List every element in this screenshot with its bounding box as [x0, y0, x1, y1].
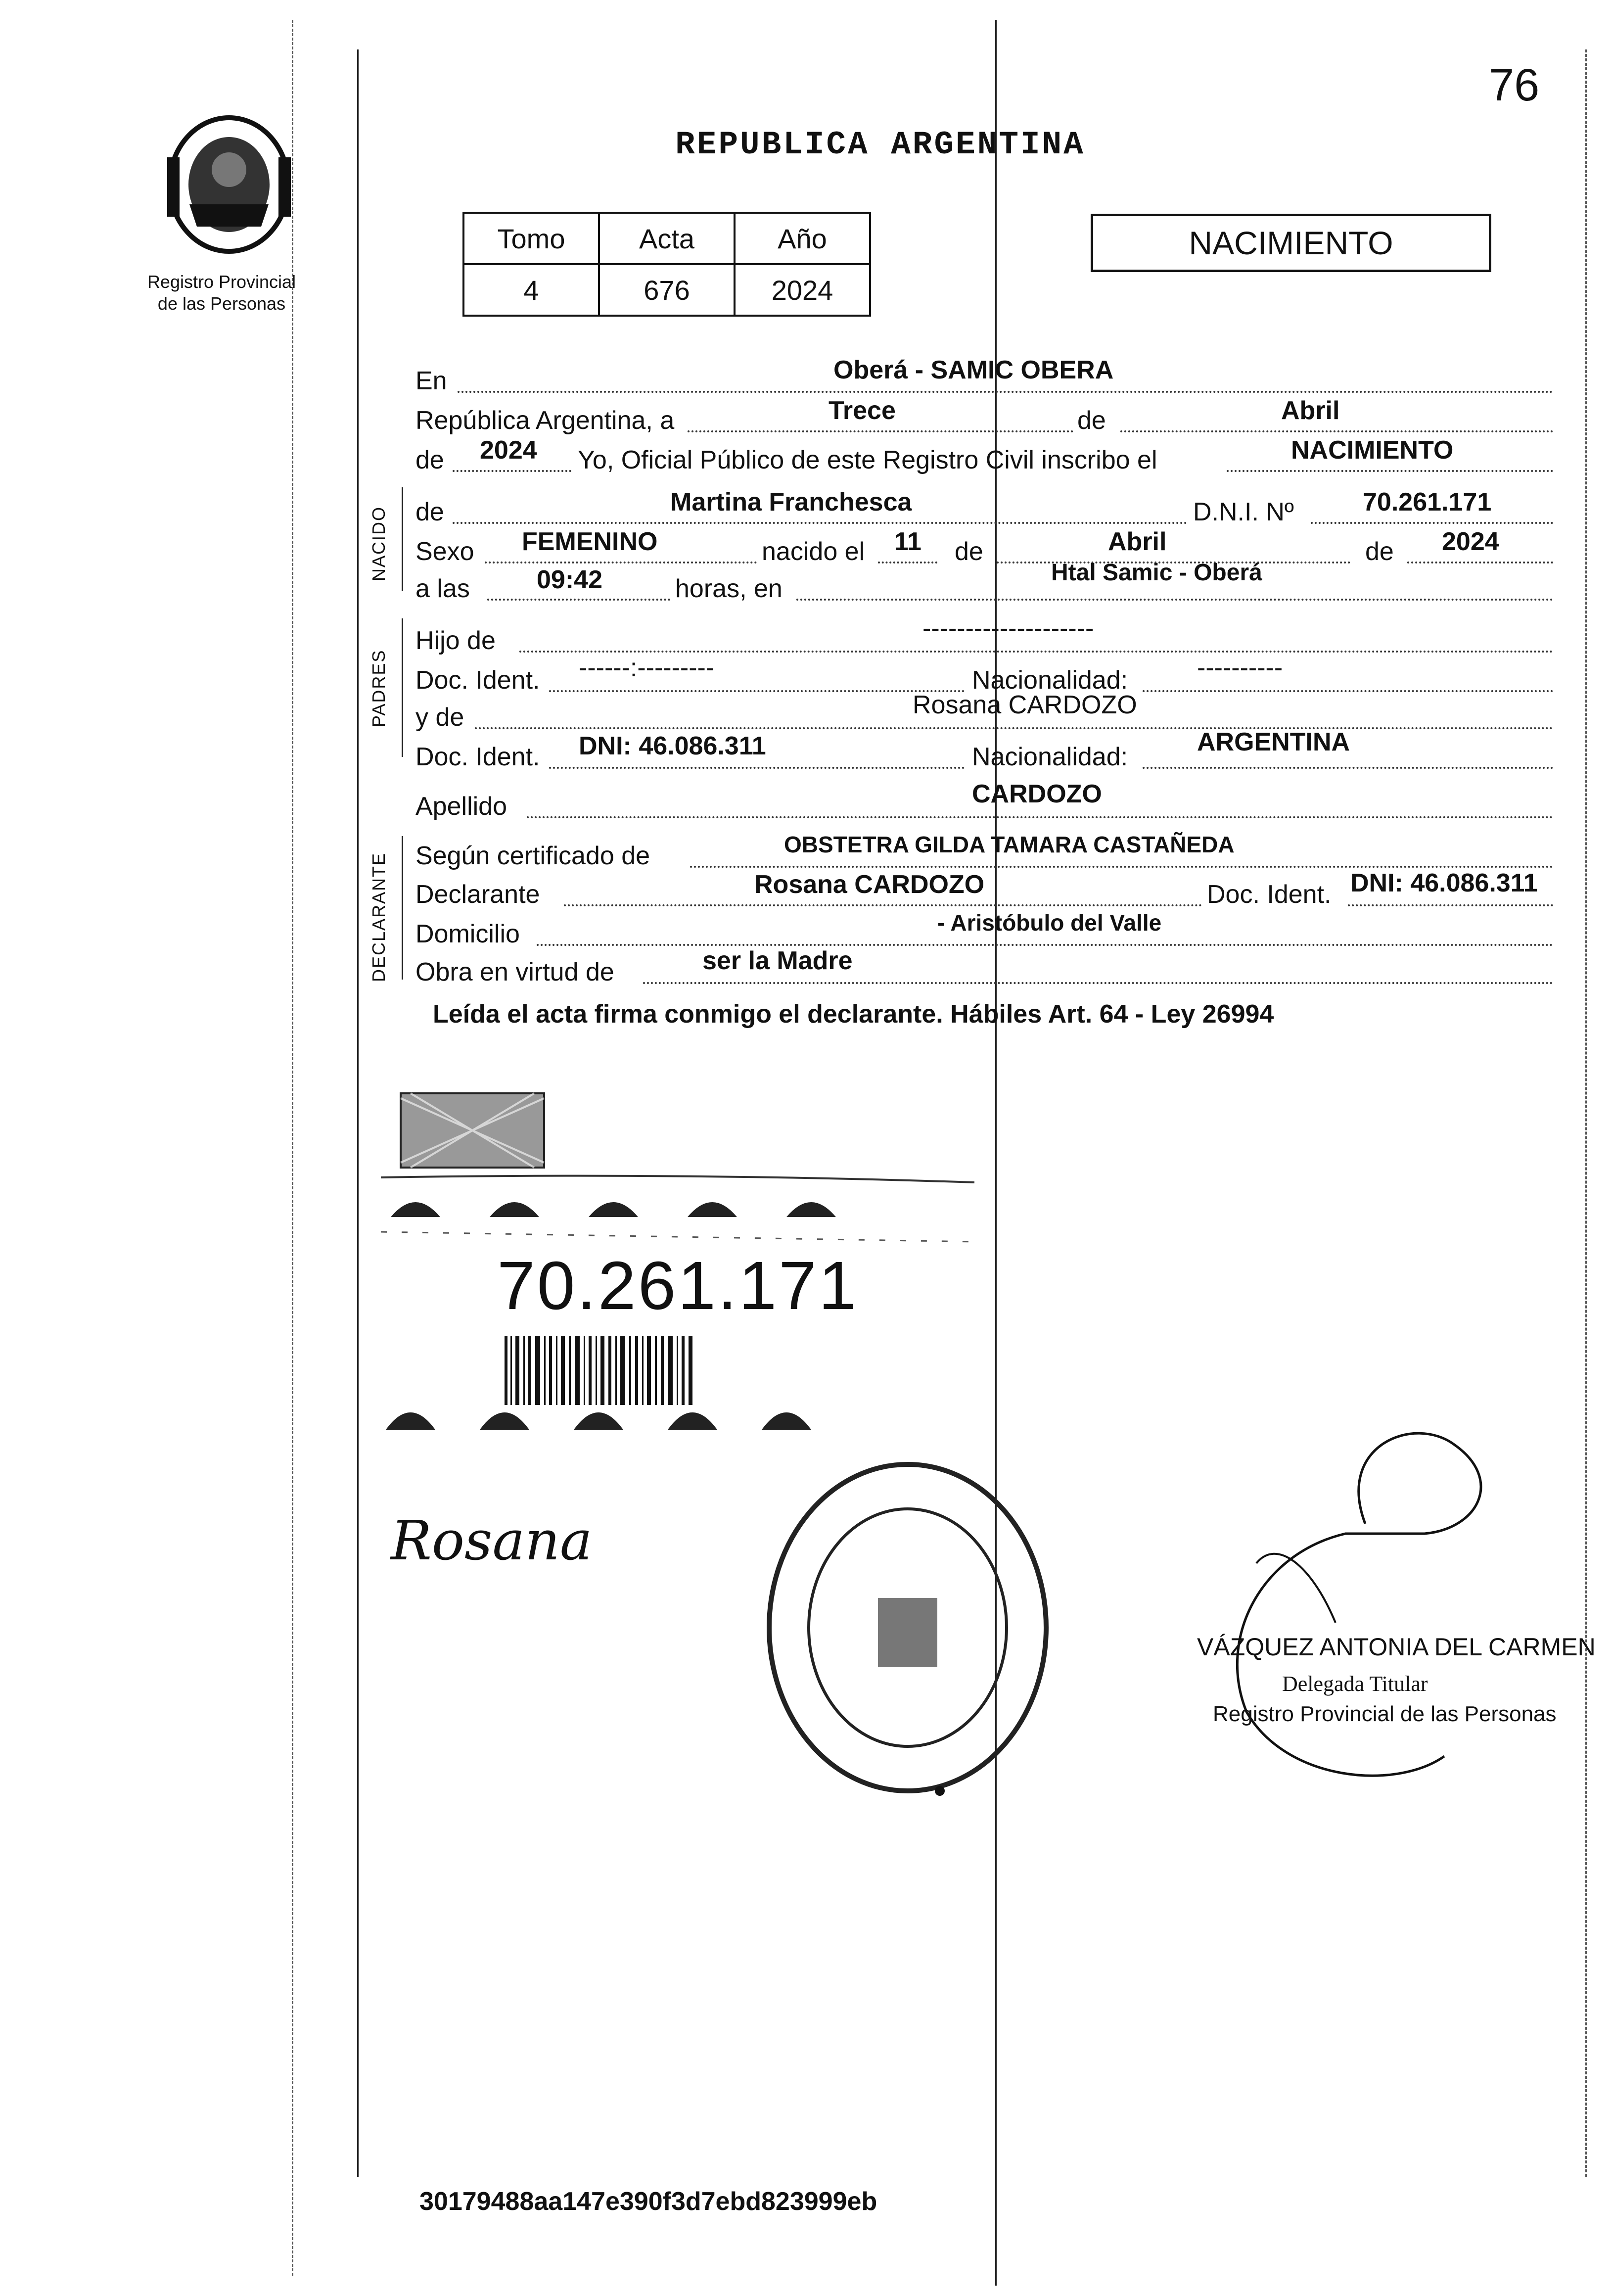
declarant-doc-value: DNI: 46.086.311 — [1350, 869, 1538, 897]
dotted-line — [1143, 767, 1553, 769]
bracket-padres — [402, 618, 403, 757]
year-value: 2024 — [480, 436, 537, 465]
label-y-de: y de — [415, 703, 464, 732]
label-republica: República Argentina, a — [415, 406, 675, 435]
place-value: Oberá - SAMIC OBERA — [833, 356, 1114, 384]
birth-place-value: Htal Samic - Oberá — [1051, 560, 1262, 586]
label-obra: Obra en virtud de — [415, 958, 614, 986]
label-apellido: Apellido — [415, 792, 507, 821]
label-de-name: de — [415, 498, 444, 526]
caption-line-2: de las Personas — [157, 293, 286, 314]
label-en: En — [415, 367, 447, 395]
value-anio: 2024 — [735, 264, 870, 316]
label-doc-ident: Doc. Ident. — [415, 666, 540, 695]
month-value: Abril — [1281, 396, 1340, 425]
birth-day-value: 11 — [894, 527, 921, 556]
header-tomo: Tomo — [463, 213, 599, 264]
label-declarante: Declarante — [415, 880, 540, 909]
label-de-mid: de — [955, 537, 983, 566]
caption-line-1: Registro Provincial — [147, 272, 296, 292]
official-registry: Registro Provincial de las Personas — [1213, 1702, 1557, 1726]
official-signature — [1187, 1415, 1533, 1811]
dotted-line — [453, 470, 571, 472]
header-anio: Año — [735, 213, 870, 264]
birth-year-value: 2024 — [1442, 527, 1499, 556]
sticker-dni-number: 70.261.171 — [497, 1248, 859, 1324]
father-doc-value: ------:--------- — [579, 654, 715, 682]
label-sexo: Sexo — [415, 537, 474, 566]
label-domicilio: Domicilio — [415, 920, 520, 948]
dotted-line — [487, 599, 670, 601]
page-number: 76 — [1489, 60, 1540, 110]
birth-month-value: Abril — [1108, 527, 1167, 556]
dotted-line — [1311, 522, 1553, 524]
side-label-declarante: DECLARANTE — [368, 852, 389, 982]
dotted-line — [537, 944, 1553, 946]
official-name: VÁZQUEZ ANTONIA DEL CARMEN — [1197, 1633, 1596, 1661]
day-words-value: Trece — [829, 396, 896, 425]
label-yo: Yo, Oficial Público de este Registro Civil inscribo el — [578, 446, 1157, 474]
dotted-line — [1227, 470, 1553, 472]
header-acta: Acta — [599, 213, 735, 264]
document-hash: 30179488aa147e390f3d7ebd823999eb — [419, 2187, 877, 2216]
label-segun: Según certificado de — [415, 842, 650, 870]
birth-time-value: 09:42 — [537, 565, 602, 594]
bracket-nacido — [402, 487, 403, 591]
sex-value: FEMENINO — [522, 527, 658, 556]
label-doc-ident-2: Doc. Ident. — [415, 743, 540, 771]
label-nacido: nacido el — [762, 537, 865, 566]
margin-rule — [357, 49, 359, 2177]
closing-statement: Leída el acta firma conmigo el declarante. Hábiles Art. 64 - Ley 26994 — [433, 1000, 1274, 1029]
dotted-line — [475, 727, 1553, 729]
record-kind-value: NACIMIENTO — [1291, 436, 1454, 465]
bracket-declarante — [402, 836, 403, 980]
dotted-line — [690, 866, 1553, 868]
registry-caption — [133, 271, 311, 315]
label-de-year: de — [415, 446, 444, 474]
dotted-line — [564, 904, 1202, 906]
side-label-nacido: NACIDO — [368, 506, 389, 581]
margin-rule-left — [292, 20, 293, 2276]
father-value: -------------------- — [922, 614, 1094, 643]
record-type-box: NACIMIENTO — [1091, 214, 1491, 272]
dotted-line — [485, 562, 757, 563]
surname-value: CARDOZO — [972, 780, 1102, 808]
dotted-line — [688, 430, 1073, 432]
mother-doc-value: DNI: 46.086.311 — [579, 732, 766, 760]
label-doc-ident-3: Doc. Ident. — [1207, 880, 1332, 909]
dotted-line — [1143, 690, 1553, 692]
reason-value: ser la Madre — [702, 946, 853, 975]
value-acta: 676 — [599, 264, 735, 316]
label-a-las: a las — [415, 574, 470, 603]
label-hijo: Hijo de — [415, 626, 496, 655]
margin-rule-right — [1585, 49, 1587, 2177]
label-nacionalidad: Nacionalidad: — [972, 666, 1128, 695]
side-label-padres: PADRES — [368, 649, 389, 727]
address-value: - Aristóbulo del Valle — [937, 910, 1162, 936]
dotted-line — [1348, 904, 1553, 906]
father-nationality-value: ---------- — [1197, 654, 1283, 682]
dotted-line — [453, 522, 1187, 524]
dotted-line — [1120, 430, 1553, 432]
mother-value: Rosana CARDOZO — [913, 691, 1137, 719]
dotted-line — [549, 767, 965, 769]
document-title: REPUBLICA ARGENTINA — [675, 126, 1085, 163]
label-dni: D.N.I. Nº — [1193, 498, 1294, 526]
dotted-line — [549, 690, 965, 692]
declarant-signature: Rosana — [391, 1509, 593, 1572]
label-de: de — [1077, 406, 1106, 435]
value-tomo: 4 — [463, 264, 599, 316]
dni-value: 70.261.171 — [1363, 488, 1492, 516]
name-value: Martina Franchesca — [670, 488, 912, 516]
dotted-line — [1407, 562, 1553, 563]
dotted-line — [458, 391, 1553, 393]
certificate-value: OBSTETRA GILDA TAMARA CASTAÑEDA — [784, 832, 1235, 857]
register-table — [462, 212, 871, 317]
label-de-end: de — [1365, 537, 1394, 566]
dotted-line — [527, 816, 1553, 818]
dotted-line — [796, 599, 1553, 601]
dotted-line — [643, 982, 1553, 984]
official-role: Delegada Titular — [1282, 1672, 1428, 1696]
dotted-line — [519, 651, 1553, 653]
label-horas: horas, en — [675, 574, 783, 603]
declarant-value: Rosana CARDOZO — [754, 870, 985, 899]
dotted-line — [878, 562, 937, 563]
official-stamp — [757, 1454, 1059, 1801]
mother-nationality-value: ARGENTINA — [1197, 728, 1350, 756]
label-nacionalidad-2: Nacionalidad: — [972, 743, 1128, 771]
